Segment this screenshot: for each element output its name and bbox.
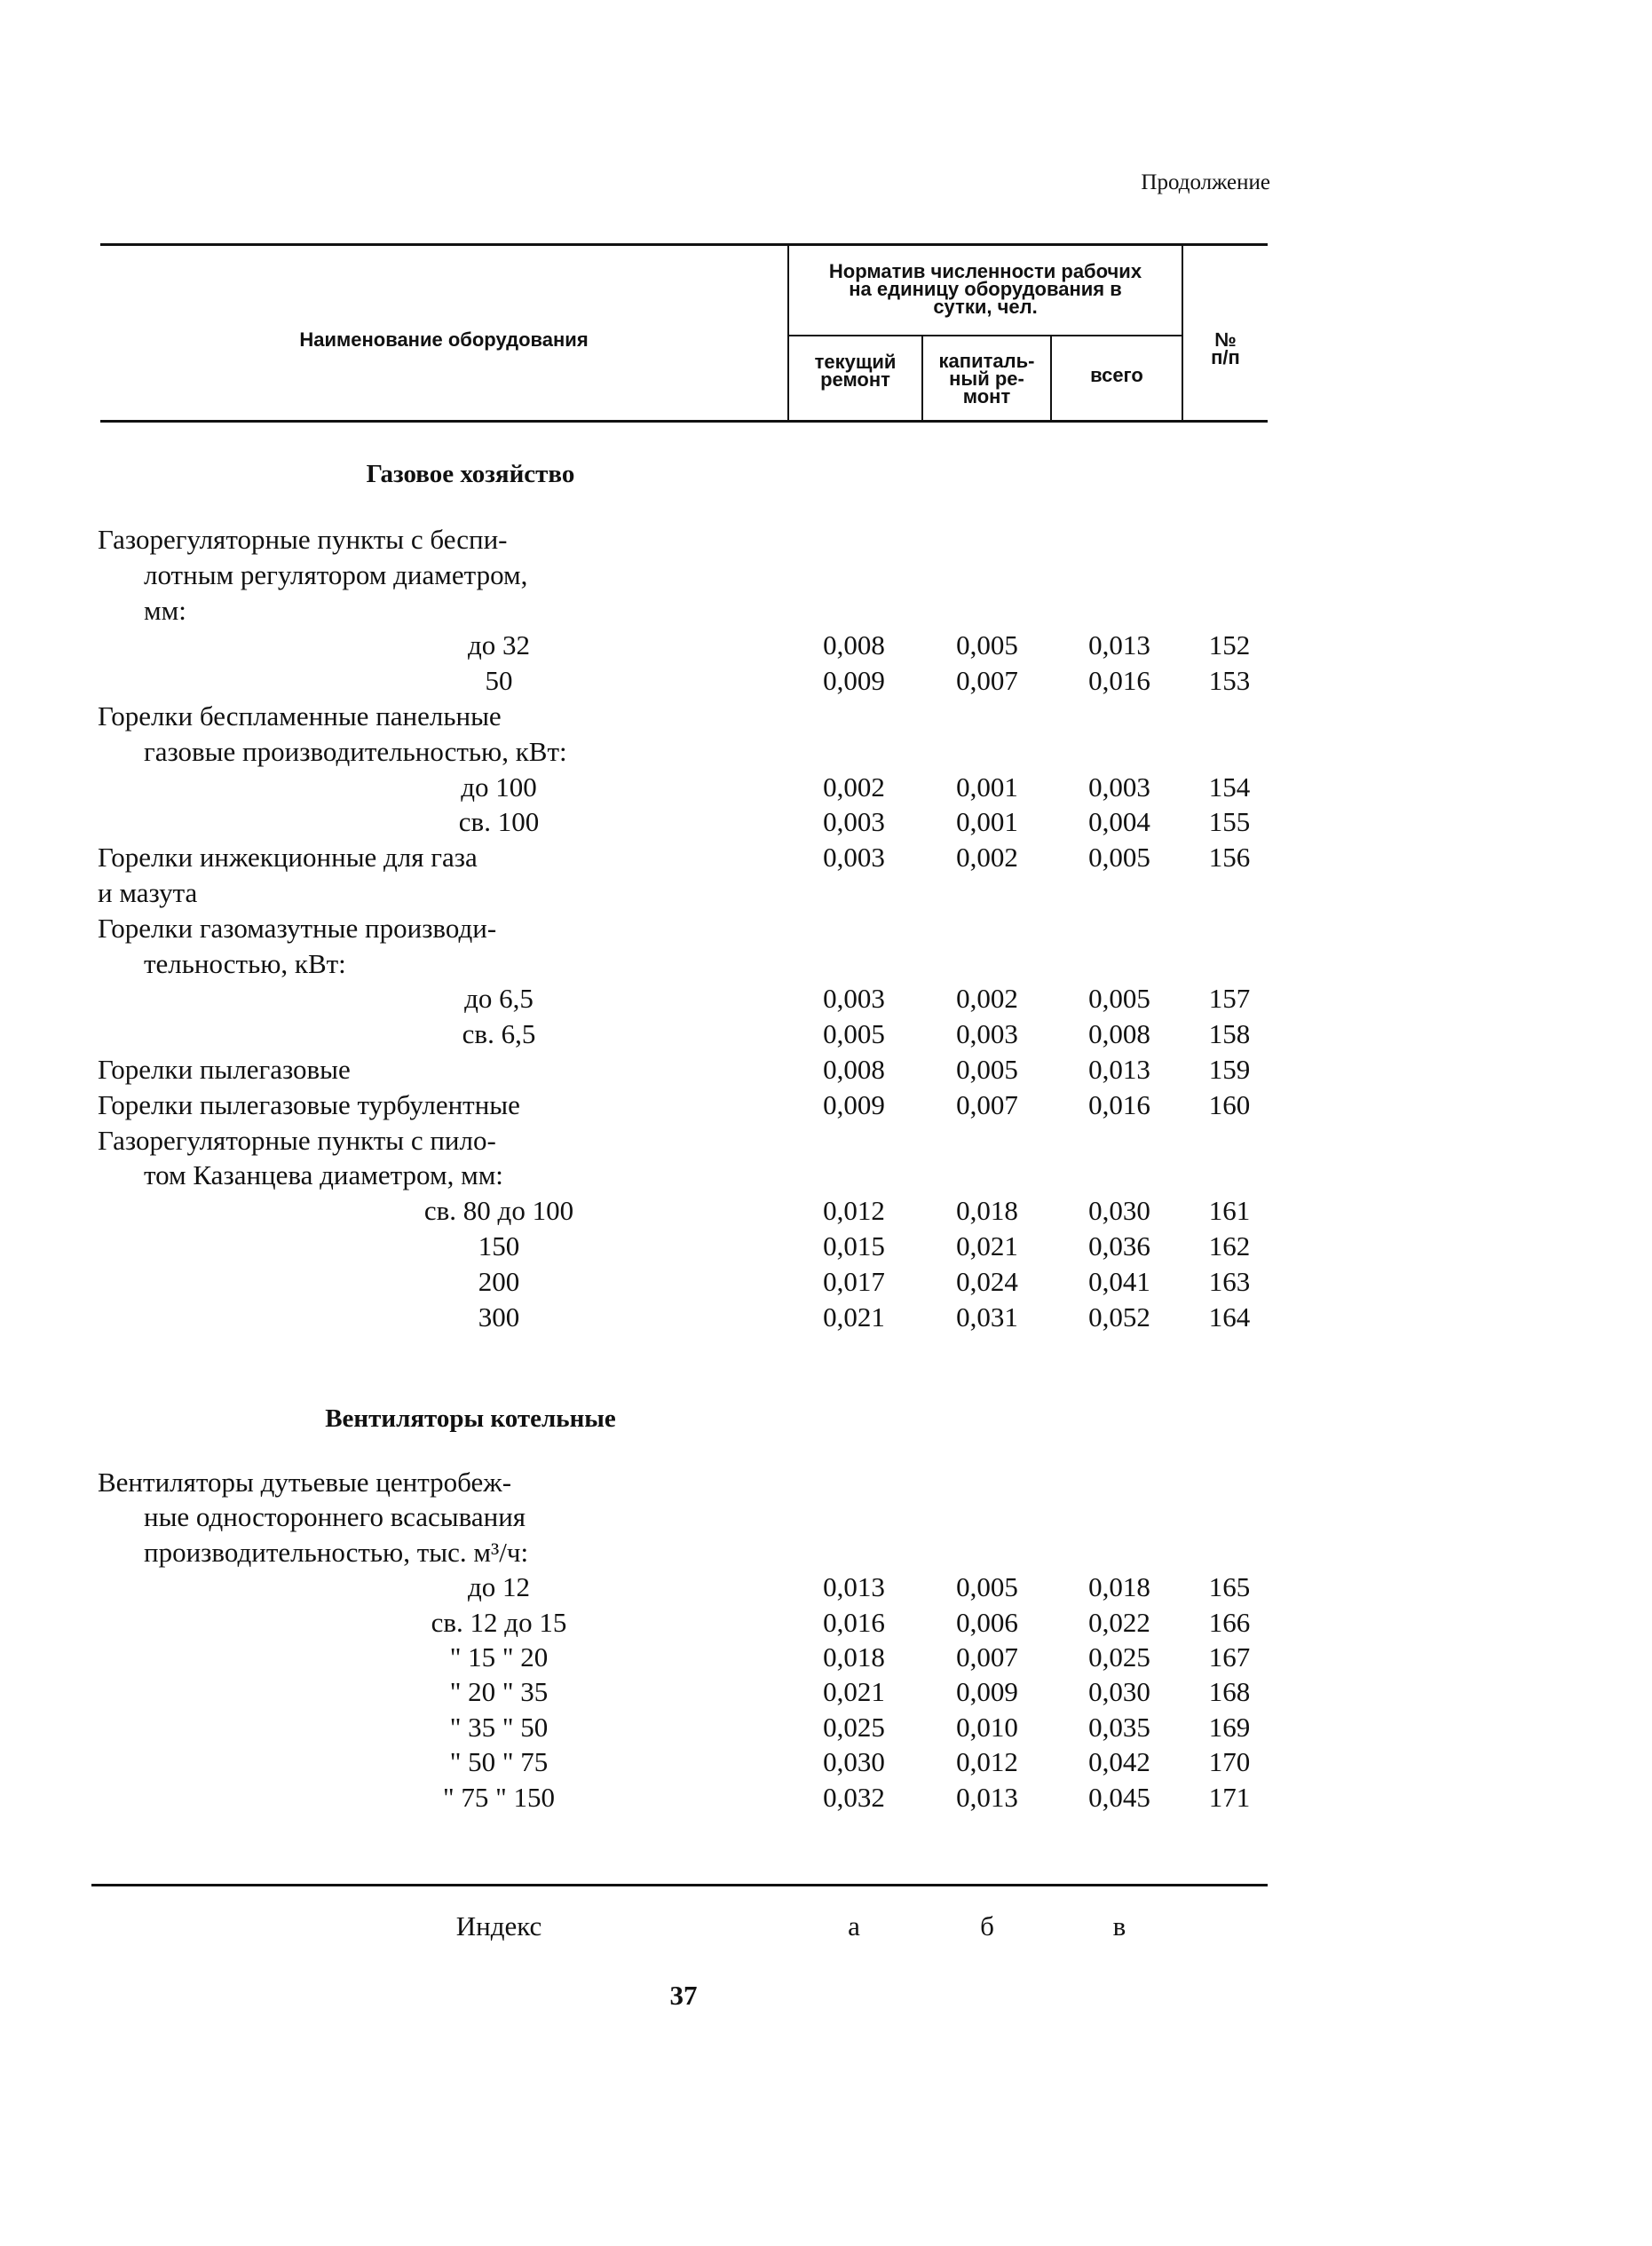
- current-repair-value: 0,009: [823, 1088, 885, 1120]
- table-row: [98, 665, 1269, 700]
- row-number: 163: [1208, 1265, 1251, 1297]
- capital-repair-value: 0,021: [956, 1230, 1018, 1261]
- total-value: 0,052: [1088, 1301, 1150, 1333]
- row-number: 153: [1208, 665, 1251, 697]
- row-number: 170: [1208, 1746, 1251, 1778]
- equipment-label: до 12: [467, 1571, 531, 1603]
- capital-repair-value: 0,018: [956, 1195, 1018, 1227]
- equipment-label: Вентиляторы дутьевые центробеж-: [98, 1467, 512, 1498]
- header-group-underline: [787, 335, 1182, 336]
- equipment-label: св. 12 до 15: [431, 1606, 567, 1638]
- total-value: 0,018: [1088, 1571, 1150, 1603]
- header-group-title: [789, 260, 1182, 318]
- row-number: 166: [1208, 1606, 1251, 1638]
- current-repair-value: 0,008: [823, 1054, 885, 1085]
- row-number: 158: [1208, 1018, 1251, 1050]
- table-row: [98, 771, 1269, 807]
- header-capital-line-3: монт: [962, 385, 1011, 407]
- table-row: [98, 1782, 1269, 1817]
- table-row: [98, 1301, 1269, 1337]
- equipment-label: 200: [478, 1265, 520, 1297]
- total-value: 0,036: [1088, 1230, 1150, 1261]
- equipment-label: мм:: [144, 594, 186, 626]
- header-number-line-2: п/п: [1211, 346, 1240, 368]
- header-total: всего: [1090, 364, 1143, 386]
- total-value: 0,005: [1088, 983, 1150, 1015]
- capital-repair-value: 0,007: [956, 1641, 1018, 1673]
- table-row: [98, 629, 1269, 665]
- index-c: в: [1112, 1910, 1126, 1942]
- row-number: 157: [1208, 983, 1251, 1015]
- capital-repair-value: 0,005: [956, 629, 1018, 661]
- page-number: 37: [669, 1980, 698, 2011]
- equipment-label: 300: [478, 1301, 520, 1333]
- row-number: 168: [1208, 1676, 1251, 1708]
- table-row: [98, 1266, 1269, 1301]
- table-row-label: [98, 1537, 1269, 1572]
- row-number: 152: [1208, 629, 1251, 661]
- current-repair-value: 0,015: [823, 1230, 885, 1261]
- equipment-label: том Казанцева диаметром, мм:: [144, 1159, 503, 1191]
- equipment-label: св. 80 до 100: [423, 1195, 574, 1227]
- row-number: 154: [1208, 771, 1251, 803]
- equipment-label: и мазута: [98, 877, 198, 908]
- table-row-label: [98, 877, 1269, 913]
- current-repair-value: 0,016: [823, 1606, 885, 1638]
- capital-repair-value: 0,010: [956, 1711, 1018, 1743]
- table-row: [98, 1195, 1269, 1230]
- row-number: 164: [1208, 1301, 1251, 1333]
- header-top-rule: [100, 243, 1268, 246]
- equipment-label: Горелки беспламенные панельные: [98, 700, 502, 732]
- equipment-label: Газорегуляторные пункты с пило-: [98, 1124, 496, 1156]
- total-value: 0,003: [1088, 771, 1150, 803]
- table-row-label: [98, 1125, 1269, 1160]
- table-row-label: [98, 559, 1269, 595]
- current-repair-value: 0,009: [823, 665, 885, 697]
- header-current-line-2: ремонт: [820, 368, 890, 391]
- capital-repair-value: 0,002: [956, 983, 1018, 1015]
- header-capital-line-1: капиталь-: [938, 350, 1035, 372]
- section-title-fans: Вентиляторы котельные: [325, 1404, 616, 1433]
- continuation-note: Продолжение: [1141, 170, 1270, 194]
- equipment-label: " 50 " 75: [449, 1746, 549, 1778]
- current-repair-value: 0,008: [823, 629, 885, 661]
- total-value: 0,013: [1088, 1054, 1150, 1085]
- equipment-label: Горелки газомазутные производи-: [98, 912, 497, 944]
- current-repair-value: 0,032: [823, 1781, 885, 1813]
- row-number: 165: [1208, 1571, 1251, 1603]
- table-row: [98, 1607, 1269, 1642]
- table-row: [98, 1571, 1269, 1607]
- total-value: 0,035: [1088, 1711, 1150, 1743]
- row-number: 169: [1208, 1711, 1251, 1743]
- header-number-column: [1183, 328, 1268, 368]
- row-number: 167: [1208, 1641, 1251, 1673]
- capital-repair-value: 0,031: [956, 1301, 1018, 1333]
- equipment-label: до 100: [461, 771, 537, 803]
- equipment-label: св. 6,5: [462, 1018, 536, 1050]
- equipment-label: до 32: [467, 629, 531, 661]
- total-value: 0,030: [1088, 1195, 1150, 1227]
- capital-repair-value: 0,009: [956, 1676, 1018, 1708]
- table-row-label: [98, 595, 1269, 630]
- total-value: 0,013: [1088, 629, 1150, 661]
- equipment-label: Горелки инжекционные для газа: [98, 842, 478, 874]
- header-bottom-rule: [100, 420, 1268, 423]
- table-row: [98, 1746, 1269, 1782]
- current-repair-value: 0,005: [823, 1018, 885, 1050]
- total-value: 0,016: [1088, 1088, 1150, 1120]
- equipment-label: до 6,5: [464, 983, 534, 1015]
- current-repair-value: 0,021: [823, 1301, 885, 1333]
- total-value: 0,025: [1088, 1641, 1150, 1673]
- capital-repair-value: 0,024: [956, 1265, 1018, 1297]
- header-capital-line-2: ный ре-: [949, 368, 1024, 390]
- equipment-label: ные одностороннего всасывания: [144, 1501, 526, 1533]
- section-title-gas: Газовое хозяйство: [366, 460, 575, 488]
- capital-repair-value: 0,005: [956, 1054, 1018, 1085]
- equipment-label: лотным регулятором диаметром,: [144, 558, 528, 590]
- equipment-label: производительностью, тыс. м³/ч:: [144, 1536, 529, 1568]
- current-repair-value: 0,018: [823, 1641, 885, 1673]
- index-label: Индекс: [455, 1910, 542, 1942]
- table-row-label: [98, 700, 1269, 736]
- equipment-label: св. 100: [458, 806, 540, 838]
- header-current-repair: [789, 353, 921, 389]
- table-row: [98, 842, 1269, 877]
- header-current-line-1: текущий: [814, 351, 897, 373]
- table-row: [98, 1089, 1269, 1125]
- table-row-label: [98, 913, 1269, 948]
- footer-rule: [91, 1884, 1268, 1886]
- equipment-label: Горелки пылегазовые турбулентные: [98, 1088, 520, 1120]
- total-value: 0,016: [1088, 665, 1150, 697]
- table-row: [98, 806, 1269, 842]
- row-number: 156: [1208, 842, 1251, 874]
- row-number: 162: [1208, 1230, 1251, 1261]
- index-b: б: [980, 1910, 994, 1942]
- capital-repair-value: 0,013: [956, 1781, 1018, 1813]
- table-row-label: [98, 1467, 1269, 1502]
- table-row: [98, 1676, 1269, 1712]
- current-repair-value: 0,002: [823, 771, 885, 803]
- index-a: а: [848, 1910, 860, 1942]
- table-row: [98, 1018, 1269, 1054]
- row-number: 159: [1208, 1054, 1251, 1085]
- row-number: 171: [1208, 1781, 1251, 1813]
- table-row: [98, 983, 1269, 1018]
- capital-repair-value: 0,001: [956, 771, 1018, 803]
- table-row-label: [98, 524, 1269, 559]
- capital-repair-value: 0,012: [956, 1746, 1018, 1778]
- table-row-label: [98, 736, 1269, 771]
- equipment-label: газовые производительностью, кВт:: [144, 735, 567, 767]
- header-number-line-1: №: [1214, 328, 1237, 351]
- capital-repair-value: 0,003: [956, 1018, 1018, 1050]
- header-group-line-3: сутки, чел.: [933, 296, 1038, 318]
- total-value: 0,022: [1088, 1606, 1150, 1638]
- capital-repair-value: 0,007: [956, 665, 1018, 697]
- header-group-line-2: на единицу оборудования в: [849, 278, 1122, 300]
- capital-repair-value: 0,001: [956, 806, 1018, 838]
- header-name-column: Наименование оборудования: [299, 328, 589, 351]
- current-repair-value: 0,030: [823, 1746, 885, 1778]
- current-repair-value: 0,013: [823, 1571, 885, 1603]
- total-value: 0,004: [1088, 806, 1150, 838]
- current-repair-value: 0,025: [823, 1711, 885, 1743]
- table-row: [98, 1712, 1269, 1747]
- total-value: 0,042: [1088, 1746, 1150, 1778]
- equipment-label: тельностью, кВт:: [144, 947, 346, 979]
- table-row: [98, 1641, 1269, 1677]
- current-repair-value: 0,017: [823, 1265, 885, 1297]
- total-value: 0,041: [1088, 1265, 1150, 1297]
- equipment-label: 50: [485, 665, 513, 697]
- table-row-label: [98, 1159, 1269, 1195]
- current-repair-value: 0,003: [823, 983, 885, 1015]
- capital-repair-value: 0,006: [956, 1606, 1018, 1638]
- total-value: 0,008: [1088, 1018, 1150, 1050]
- current-repair-value: 0,003: [823, 842, 885, 874]
- equipment-label: 150: [478, 1230, 520, 1261]
- header-capital-repair: [923, 352, 1050, 406]
- current-repair-value: 0,012: [823, 1195, 885, 1227]
- row-number: 161: [1208, 1195, 1251, 1227]
- equipment-label: " 15 " 20: [449, 1641, 549, 1673]
- equipment-label: " 35 " 50: [449, 1711, 549, 1743]
- equipment-label: " 75 " 150: [442, 1781, 556, 1813]
- row-number: 160: [1208, 1088, 1251, 1120]
- total-value: 0,030: [1088, 1676, 1150, 1708]
- equipment-label: Газорегуляторные пункты с беспи-: [98, 524, 508, 555]
- table-row-label: [98, 948, 1269, 984]
- table-row: [98, 1230, 1269, 1266]
- capital-repair-value: 0,005: [956, 1571, 1018, 1603]
- current-repair-value: 0,021: [823, 1676, 885, 1708]
- current-repair-value: 0,003: [823, 806, 885, 838]
- table-row-label: [98, 1501, 1269, 1537]
- equipment-label: " 20 " 35: [449, 1676, 549, 1708]
- total-value: 0,045: [1088, 1781, 1150, 1813]
- table-row: [98, 1054, 1269, 1089]
- capital-repair-value: 0,007: [956, 1088, 1018, 1120]
- equipment-label: Горелки пылегазовые: [98, 1054, 351, 1085]
- header-group-line-1: Норматив численности рабочих: [828, 260, 1142, 282]
- row-number: 155: [1208, 806, 1251, 838]
- capital-repair-value: 0,002: [956, 842, 1018, 874]
- total-value: 0,005: [1088, 842, 1150, 874]
